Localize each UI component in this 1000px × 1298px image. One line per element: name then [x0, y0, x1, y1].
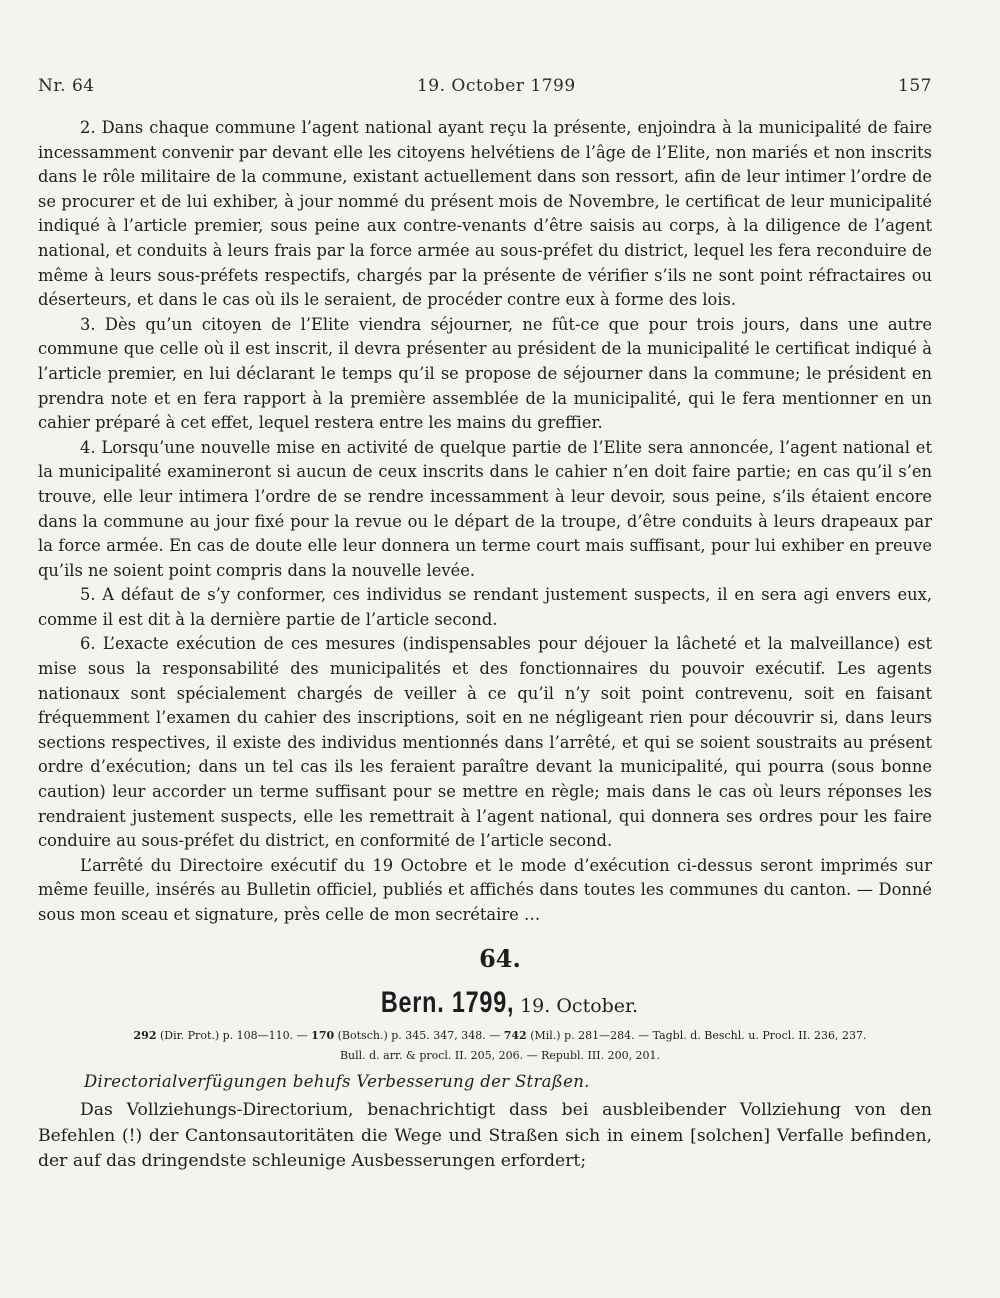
article-body — [38, 116, 932, 928]
article-paragraph-5: 5. A défaut de s’y conformer, ces individus se rendant justement suspects, il en sera agi envers eux, comme il est dit à la dernière partie de l’article second. — [38, 585, 932, 629]
document-number: 64. — [479, 944, 521, 973]
dateline — [0, 986, 1000, 1020]
ref-text: (Mil.) p. 281—284. — Tagbl. d. Beschl. u. Procl. II. 236, 237. — [530, 1029, 867, 1042]
ref-text: (Dir. Prot.) p. 108—110. — — [159, 1029, 308, 1042]
ref-number: 742 — [503, 1029, 527, 1042]
document-paragraph: Das Vollziehungs-Directorium, benachrichtigt dass bei ausbleibender Vollziehung von den Befehlen (!) der Cantonsautoritäten die Wege und Straßen sich in einem [solchen] Verfalle befinden, der auf das dringendste schleunige Ausbesserungen erfordert; — [38, 1100, 932, 1171]
ref-number: 170 — [311, 1029, 335, 1042]
ref-text: (Botsch.) p. 345. 347, 348. — — [337, 1029, 501, 1042]
place-year: Bern. 1799, — [380, 986, 515, 1019]
header-date: 19. October 1799 — [416, 76, 576, 96]
article-paragraph-2: 2. Dans chaque commune l’agent national ayant reçu la présente, enjoindra à la municipalité de faire incessamment convenir par devant elle les citoyens helvétiens de l’âge de l’Elite, non mariés et non inscrits dans le rôle militaire de la commune, existant actuellement dans son ressort, afin de leur intimer l’ordre de se procurer et de lui exhiber, à jour nommé du présent mois de Novembre, le certificat de leur municipalité indiqué à l’article premier, sous peine aux contre-venants d’être saisis au corps, à la diligence de l’agent national, et conduits à leurs frais par la force armée au sous-préfet du district, lequel les fera reconduire de même à leurs sous-préfets respectifs, chargés par la présente de vérifier s’ils ne sont point réfractaires ou déserteurs, et dans le cas où ils le seraient, de procéder contre eux à forme des lois. — [38, 118, 932, 310]
article-paragraph-6: 6. L’exacte exécution de ces mesures (indispensables pour déjouer la lâcheté et la malveillance) est mise sous la responsabilité des municipalités et des fonctionnaires du pouvoir exécutif. Les agents nationaux sont spécialement chargés de veiller à ce qu’il n’y soit point contrevenu, soit en faisant fréquemment l’examen du cahier des inscriptions, soit en ne négligeant rien pour découvrir si, dans leurs sections respectives, il existe des individus mentionnés dans l’arrêté, et qui se soient soustraits au présent ordre d’exécution; dans un tel cas ils les feraient paraître devant la municipalité, qui pourra (sous bonne caution) leur accorder un terme suffisant pour se mettre en règle; mais dans le cas où leurs réponses les rendraient justement suspects, elle les remettrait à l’agent national, qui donnera ses ordres pour les faire conduire au sous-préfet du district, en conformité de l’article second. — [38, 634, 932, 851]
article-paragraph-3: 3. Dès qu’un citoyen de l’Elite viendra séjourner, ne fût-ce que pour trois jours, dans une autre commune que celle où il est inscrit, il devra présenter au président de la municipalité le certificat indiqué à l’article premier, en lui déclarant le temps qu’il se propose de séjourner dans la commune; le président en prendra note et en fera rapport à la première assemblée de la municipalité, qui le fera mentionner en un cahier préparé à cet effet, lequel restera entre les mains du greffier. — [38, 314, 932, 433]
page-number: 157 — [898, 76, 932, 96]
section-title: Directorialverfügungen behufs Verbesserung der Straßen. — [84, 1072, 590, 1091]
ref-number: 292 — [133, 1029, 157, 1042]
references-line-2: Bull. d. arr. & procl. II. 205, 206. — Republ. III. 200, 201. — [339, 1049, 661, 1062]
references-line-1 — [0, 1026, 1000, 1046]
closing-paragraph: L’arrêté du Directoire exécutif du 19 Octobre et le mode d’exécution ci-dessus seront imprimés sur même feuille, insérés au Bulletin officiel, publiés et affichés dans toutes les communes du canton. — Donné sous mon sceau et signature, près celle de mon secrétaire … — [38, 855, 932, 924]
page-header — [38, 76, 932, 96]
source-references — [0, 1026, 1000, 1066]
document-text — [38, 1098, 932, 1175]
document-number-header: Nr. 64 — [38, 76, 95, 96]
document-date: 19. October. — [520, 995, 639, 1017]
article-paragraph-4: 4. Lorsqu’une nouvelle mise en activité de quelque partie de l’Elite sera annoncée, l’agent national et la municipalité examineront si aucun de ceux inscrits dans le cahier n’en doit faire partie; en cas qu’il s’en trouve, elle leur intimera l’ordre de se rendre incessamment à leur devoir, sous peine, s’ils étaient encore dans la commune au jour fixé pour la revue ou le départ de la troupe, d’être conduits à leurs drapeaux par la force armée. En cas de doute elle leur donnera un terme court mais suffisant, pour lui exhiber en preuve qu’ils ne soient point compris dans la nouvelle levée. — [38, 437, 932, 580]
